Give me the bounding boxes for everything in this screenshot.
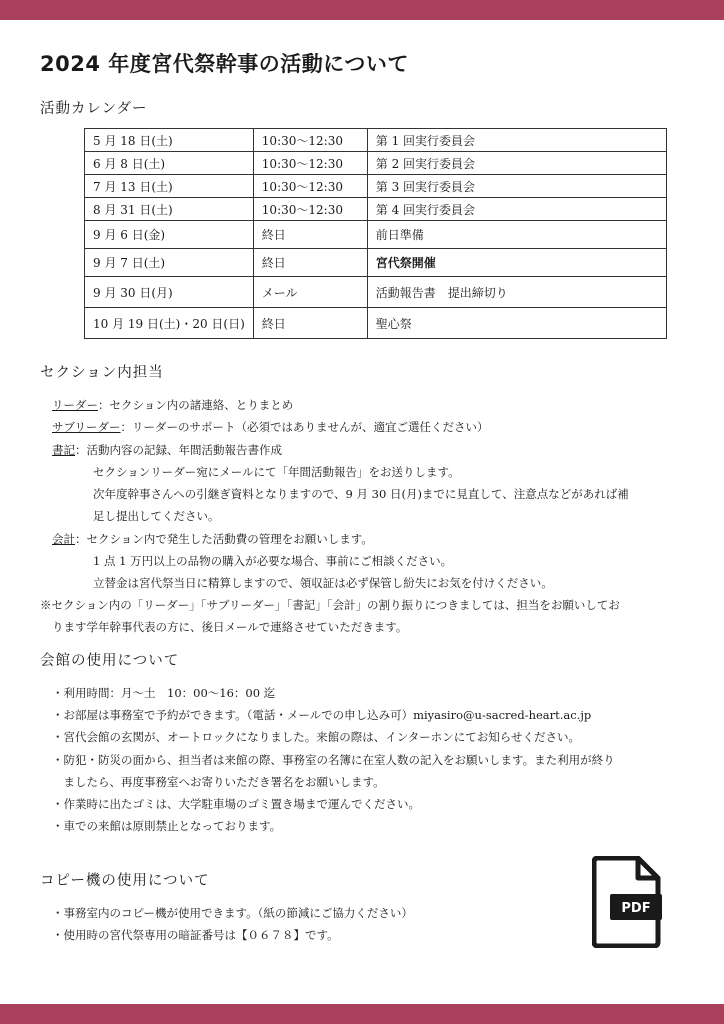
clerk-text: ：活動内容の記録、年間活動報告書作成 bbox=[75, 443, 282, 457]
event-cell: 第 2 回実行委員会 bbox=[367, 152, 666, 175]
time-cell: 終日 bbox=[253, 308, 367, 339]
calendar-table bbox=[84, 128, 667, 339]
time-cell: メール bbox=[253, 277, 367, 308]
event-cell: 活動報告書 提出締切り bbox=[367, 277, 666, 308]
subleader-label: サブリーダー bbox=[52, 420, 121, 434]
bottom-accent-bar bbox=[0, 1004, 724, 1024]
list-item: ・事務室内のコピー機が使用できます。（紙の節減にご協力ください） bbox=[52, 906, 413, 920]
account-line bbox=[52, 531, 373, 547]
date-cell: 9 月 30 日(月) bbox=[85, 277, 254, 308]
sections-heading: セクション内担当 bbox=[40, 365, 164, 381]
clerk-line-3: 次年度幹事さんへの引継ぎ資料となりますので、9 月 30 日(月)までに見直して、注意点などがあれば補 bbox=[93, 487, 629, 501]
event-cell: 第 1 回実行委員会 bbox=[367, 129, 666, 152]
table-row bbox=[85, 129, 667, 152]
date-cell: 9 月 6 日(金) bbox=[85, 221, 254, 249]
event-cell: 前日準備 bbox=[367, 221, 666, 249]
date-cell: 5 月 18 日(土) bbox=[85, 129, 254, 152]
pdf-file-icon[interactable] bbox=[592, 856, 662, 948]
table-row bbox=[85, 198, 667, 221]
date-cell: 6 月 8 日(土) bbox=[85, 152, 254, 175]
note-line-1: ※セクション内の「リーダー」「サブリーダー」「書記」「会計」の割り振りにつきましては、担当をお願いしてお bbox=[40, 598, 620, 612]
account-line-3: 立替金は宮代祭当日に精算しますので、領収証は必ず保管し紛失にお気を付けください。 bbox=[93, 576, 553, 590]
clerk-line-2: セクションリーダー宛にメールにて「年間活動報告」をお送りします。 bbox=[93, 465, 460, 479]
date-cell: 10 月 19 日(土)・20 日(日) bbox=[85, 308, 254, 339]
table-row bbox=[85, 308, 667, 339]
hall-heading: 会館の使用について bbox=[40, 653, 180, 669]
time-cell: 終日 bbox=[253, 221, 367, 249]
table-row bbox=[85, 221, 667, 249]
clerk-line bbox=[52, 442, 282, 458]
top-accent-bar bbox=[0, 0, 724, 20]
date-cell: 8 月 31 日(土) bbox=[85, 198, 254, 221]
clerk-label: 書記 bbox=[52, 443, 75, 457]
list-item: ・お部屋は事務室で予約ができます。（電話・メールでの申し込み可）miyasiro@u-sacred-heart.ac.jp bbox=[52, 708, 592, 722]
time-cell: 終日 bbox=[253, 249, 367, 277]
event-cell: 第 4 回実行委員会 bbox=[367, 198, 666, 221]
account-label: 会計 bbox=[52, 532, 75, 546]
time-cell: 10:30～12:30 bbox=[253, 129, 367, 152]
table-row bbox=[85, 249, 667, 277]
event-cell: 宮代祭開催 bbox=[367, 249, 666, 277]
copy-heading: コピー機の使用について bbox=[40, 873, 210, 889]
event-cell: 第 3 回実行委員会 bbox=[367, 175, 666, 198]
time-cell: 10:30～12:30 bbox=[253, 175, 367, 198]
event-cell: 聖心祭 bbox=[367, 308, 666, 339]
list-item: ・作業時に出たゴミは、大学駐車場のゴミ置き場まで運んでください。 bbox=[52, 797, 420, 811]
list-item: ましたら、再度事務室へお寄りいただき署名をお願いします。 bbox=[52, 775, 385, 789]
page-title: 2024 年度宮代祭幹事の活動について bbox=[40, 52, 409, 76]
time-cell: 10:30～12:30 bbox=[253, 152, 367, 175]
table-row bbox=[85, 152, 667, 175]
list-item: ・車での来館は原則禁止となっております。 bbox=[52, 819, 282, 833]
leader-label: リーダー bbox=[52, 398, 98, 412]
date-cell: 7 月 13 日(土) bbox=[85, 175, 254, 198]
time-cell: 10:30～12:30 bbox=[253, 198, 367, 221]
date-cell: 9 月 7 日(土) bbox=[85, 249, 254, 277]
leader-text: ：セクション内の諸連絡、とりまとめ bbox=[98, 398, 294, 412]
account-text: ：セクション内で発生した活動費の管理をお願いします。 bbox=[75, 532, 373, 546]
pdf-label: PDF bbox=[621, 901, 651, 916]
calendar-heading: 活動カレンダー bbox=[40, 101, 148, 117]
list-item: ・宮代会館の玄関が、オートロックになりました。来館の際は、インターホンにてお知らせください。 bbox=[52, 730, 580, 744]
list-item: ・利用時間：月～土 10：00～16：00 迄 bbox=[52, 686, 276, 700]
leader-line bbox=[52, 397, 293, 413]
table-row bbox=[85, 175, 667, 198]
note-line-2: ります学年幹事代表の方に、後日メールで連絡させていただきます。 bbox=[52, 620, 408, 634]
list-item: ・使用時の宮代祭専用の暗証番号は【０６７８】です。 bbox=[52, 928, 339, 942]
list-item: ・防犯・防災の面から、担当者は来館の際、事務室の名簿に在室人数の記入をお願いします。また利用が終り bbox=[52, 753, 615, 767]
subleader-text: ：リーダーのサポート（必須ではありませんが、適宜ご選任ください） bbox=[120, 420, 489, 434]
subleader-line bbox=[52, 419, 489, 435]
clerk-line-4: 足し提出してください。 bbox=[93, 509, 220, 523]
account-line-2: 1 点 1 万円以上の品物の購入が必要な場合、事前にご相談ください。 bbox=[93, 554, 453, 568]
table-row bbox=[85, 277, 667, 308]
